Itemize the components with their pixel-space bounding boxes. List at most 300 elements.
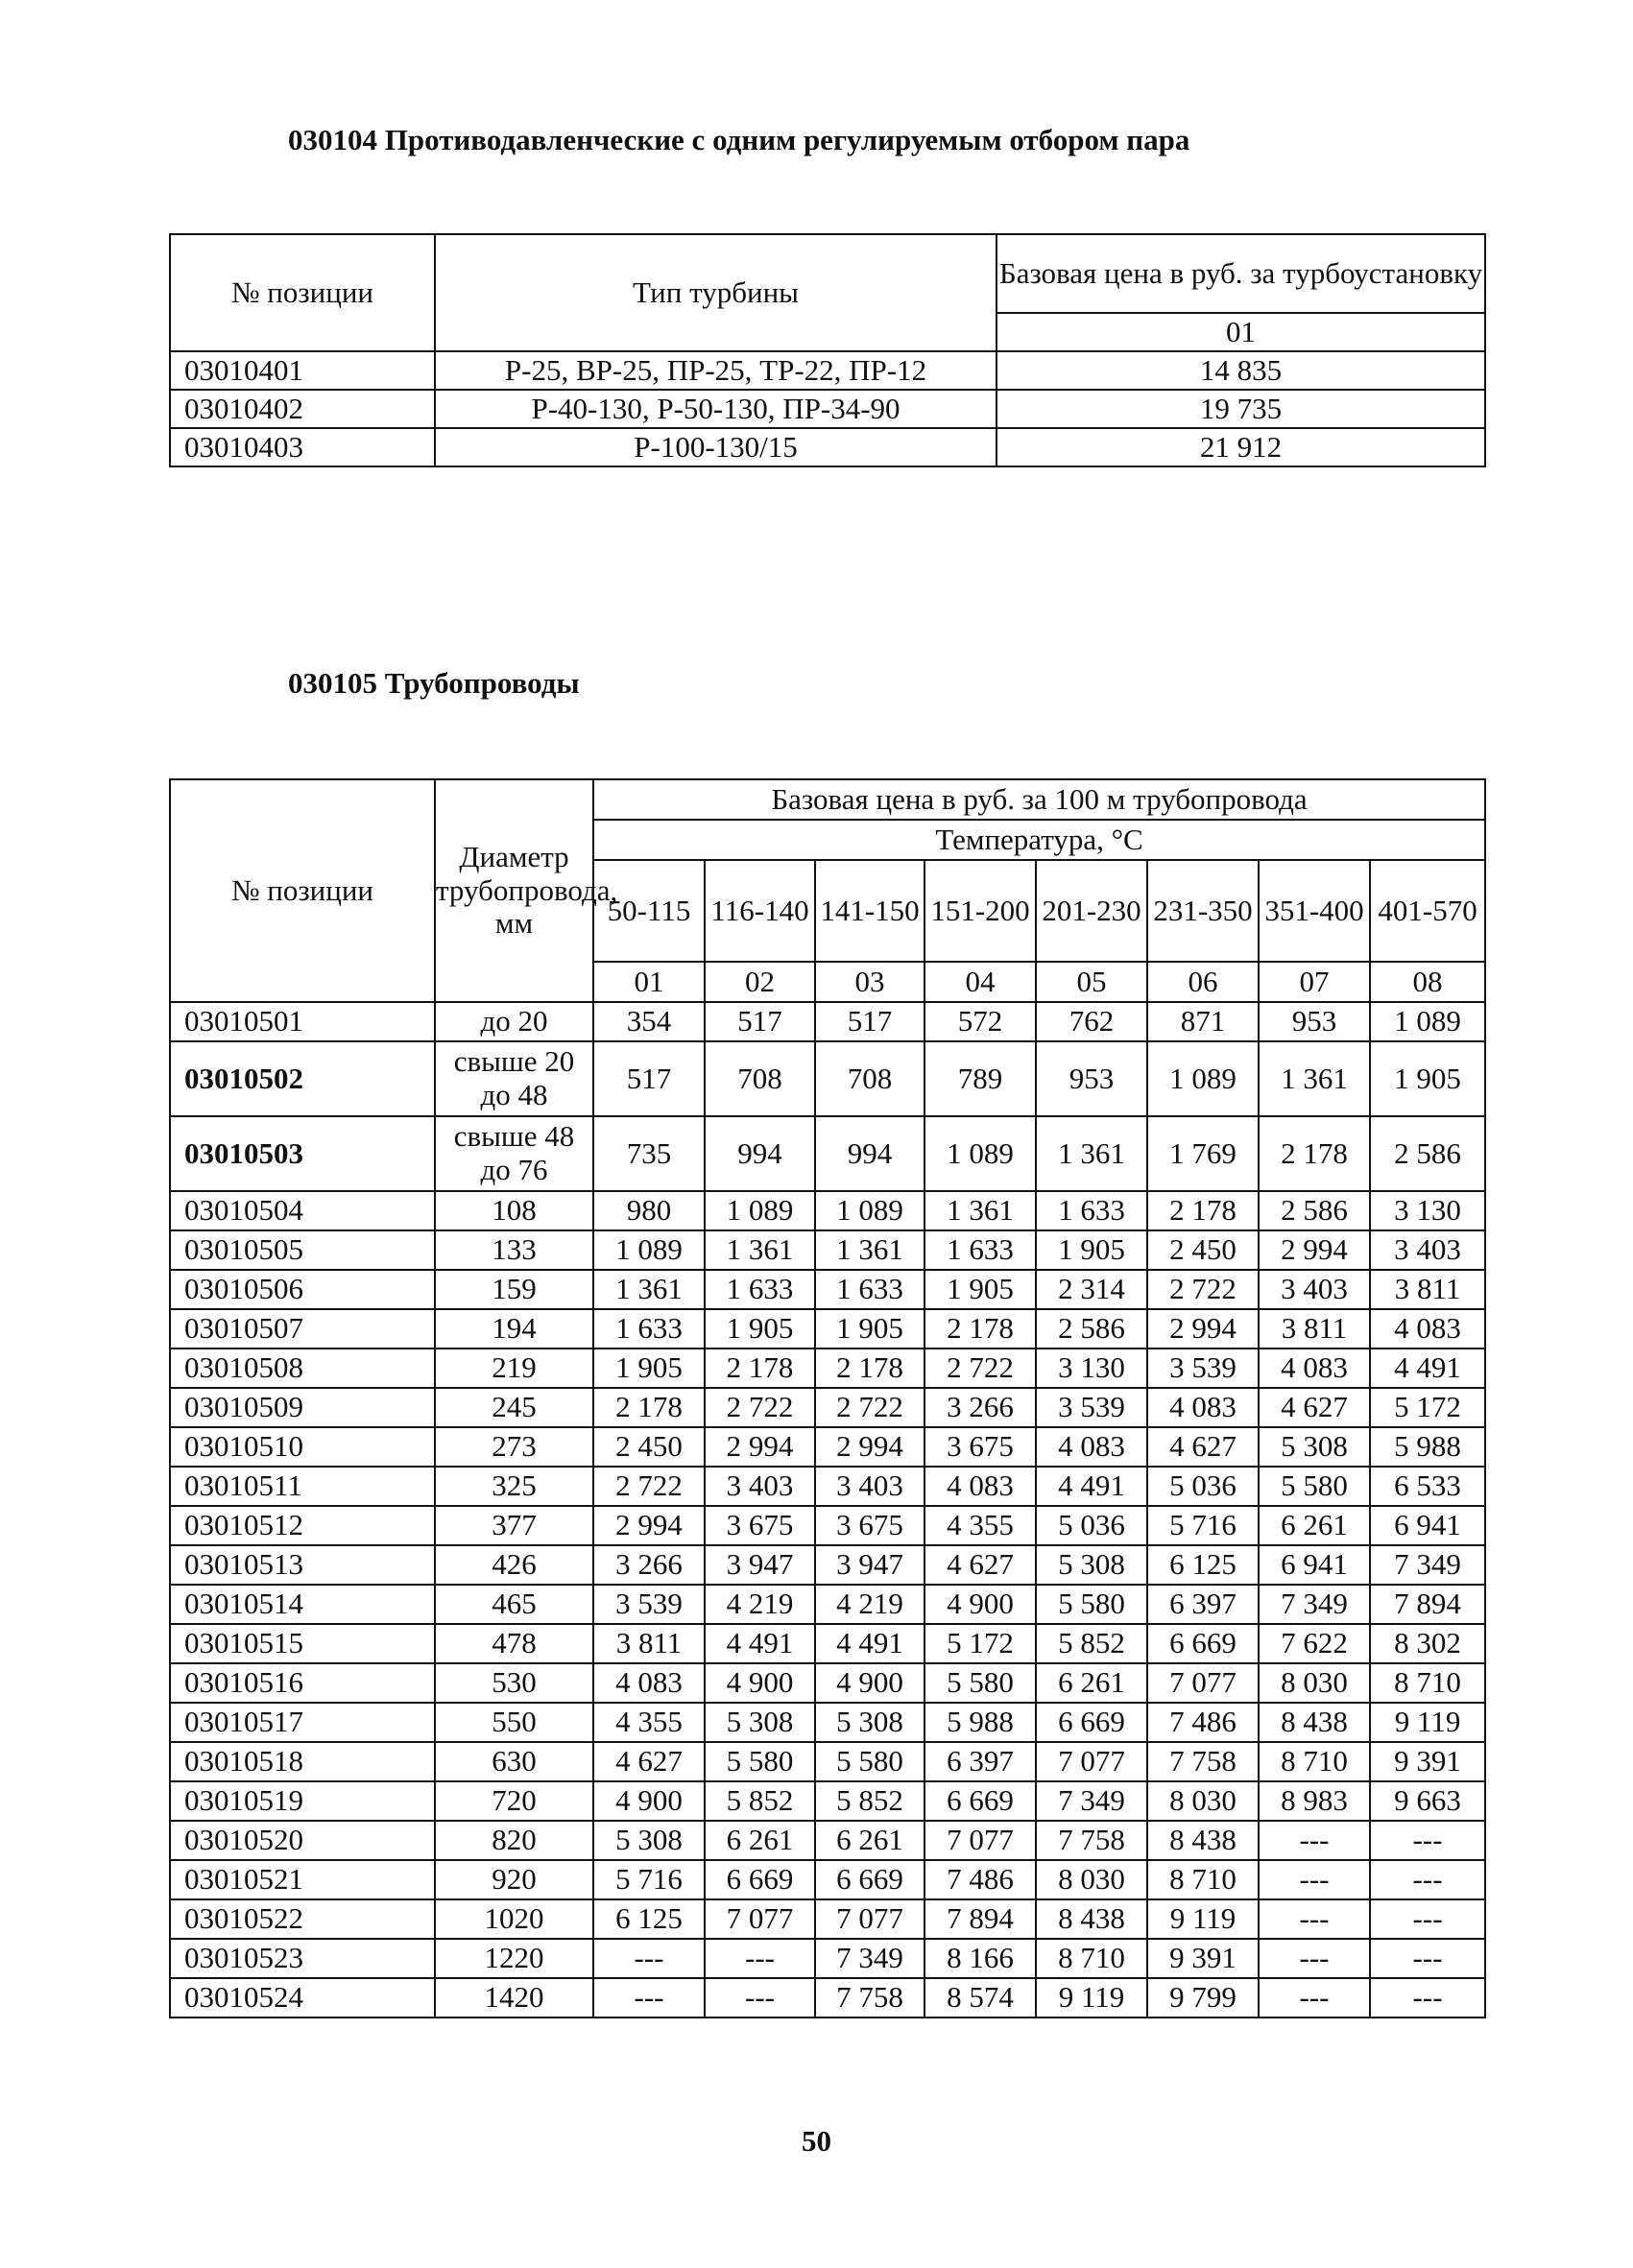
price-cell: 4 083: [925, 1467, 1036, 1506]
price-cell: 4 900: [925, 1585, 1036, 1624]
price-cell: 2 722: [815, 1388, 925, 1427]
diameter-cell: 133: [435, 1230, 593, 1270]
position-cell: 03010510: [170, 1427, 435, 1467]
price-cell: 5 172: [925, 1624, 1036, 1663]
price-cell: 9 119: [1147, 1899, 1259, 1939]
page-number: 50: [802, 2124, 831, 2158]
diameter-cell: 159: [435, 1270, 593, 1309]
price-cell: 4 491: [705, 1624, 815, 1663]
price-cell: 3 675: [705, 1506, 815, 1545]
price-cell: ---: [593, 1939, 705, 1978]
position-cell: 03010508: [170, 1349, 435, 1388]
price-cell: 5 716: [593, 1860, 705, 1899]
position-cell: 03010403: [170, 428, 435, 466]
position-cell: 03010401: [170, 351, 435, 390]
diameter-cell: 1220: [435, 1939, 593, 1978]
price-cell: 517: [593, 1041, 705, 1116]
price-cell: 6 669: [925, 1781, 1036, 1821]
position-cell: 03010523: [170, 1939, 435, 1978]
header-turbine-type: Тип турбины: [435, 234, 997, 351]
price-cell: 9 119: [1036, 1978, 1147, 2017]
price-cell: 7 077: [815, 1899, 925, 1939]
price-cell: 7 077: [1147, 1663, 1259, 1703]
price-cell: 3 266: [593, 1545, 705, 1585]
price-cell: 735: [593, 1116, 705, 1191]
price-cell: 3 403: [1370, 1230, 1485, 1270]
price-cell: 354: [593, 1002, 705, 1041]
diameter-cell: 920: [435, 1860, 593, 1899]
diameter-cell: 530: [435, 1663, 593, 1703]
price-cell: 8 030: [1036, 1860, 1147, 1899]
price-cell: 6 125: [1147, 1545, 1259, 1585]
table-row: [170, 1585, 1485, 1624]
price-cell: 2 994: [1147, 1309, 1259, 1349]
price-cell: ---: [1370, 1939, 1485, 1978]
table-row: [170, 1821, 1485, 1860]
price-cell: 3 403: [1259, 1270, 1370, 1309]
position-cell: 03010505: [170, 1230, 435, 1270]
header-price: Базовая цена в руб. за турбоустановку: [997, 234, 1485, 313]
price-cell: 8 166: [925, 1939, 1036, 1978]
price-cell: 871: [1147, 1002, 1259, 1041]
price-cell: 5 580: [1036, 1585, 1147, 1624]
temperature-range-header: 50-115: [593, 860, 705, 962]
table-row: [170, 1467, 1485, 1506]
table-row: [170, 1041, 1485, 1116]
price-cell: 2 586: [1036, 1309, 1147, 1349]
price-cell: 6 125: [593, 1899, 705, 1939]
temperature-range-header: 231-350: [1147, 860, 1259, 962]
price-cell: 7 349: [1259, 1585, 1370, 1624]
price-cell: 8 030: [1147, 1781, 1259, 1821]
position-cell: 03010503: [170, 1116, 435, 1191]
price-cell: 21 912: [997, 428, 1485, 466]
price-cell: 2 314: [1036, 1270, 1147, 1309]
price-cell: 7 349: [1370, 1545, 1485, 1585]
temperature-range-header: 401-570: [1370, 860, 1485, 962]
price-cell: 1 361: [593, 1270, 705, 1309]
price-cell: 4 219: [705, 1585, 815, 1624]
price-cell: 5 580: [815, 1742, 925, 1781]
column-code-header: 04: [925, 962, 1036, 1002]
diameter-cell: до 20: [435, 1002, 593, 1041]
price-cell: 8 983: [1259, 1781, 1370, 1821]
price-cell: 789: [925, 1041, 1036, 1116]
temperature-range-header: 151-200: [925, 860, 1036, 962]
price-cell: 4 627: [593, 1742, 705, 1781]
diameter-cell: 630: [435, 1742, 593, 1781]
price-cell: 3 539: [1036, 1388, 1147, 1427]
price-cell: 7 077: [925, 1821, 1036, 1860]
price-cell: 953: [1036, 1041, 1147, 1116]
price-cell: ---: [705, 1939, 815, 1978]
diameter-cell: 426: [435, 1545, 593, 1585]
position-cell: 03010521: [170, 1860, 435, 1899]
price-cell: 3 675: [815, 1506, 925, 1545]
price-cell: 1 361: [925, 1191, 1036, 1230]
price-cell: 7 349: [1036, 1781, 1147, 1821]
price-cell: 1 089: [593, 1230, 705, 1270]
price-cell: 6 397: [1147, 1585, 1259, 1624]
price-cell: 4 627: [1147, 1427, 1259, 1467]
price-cell: 7 758: [1036, 1821, 1147, 1860]
price-cell: 6 261: [815, 1821, 925, 1860]
price-cell: 3 811: [1259, 1309, 1370, 1349]
price-cell: 8 438: [1259, 1703, 1370, 1742]
position-cell: 03010514: [170, 1585, 435, 1624]
price-cell: 6 669: [1036, 1703, 1147, 1742]
position-cell: 03010517: [170, 1703, 435, 1742]
table-row: [170, 1116, 1485, 1191]
temperature-range-header: 116-140: [705, 860, 815, 962]
table-row: [170, 1349, 1485, 1388]
price-cell: 2 178: [705, 1349, 815, 1388]
price-cell: 5 580: [705, 1742, 815, 1781]
price-cell: 5 852: [1036, 1624, 1147, 1663]
price-cell: 517: [705, 1002, 815, 1041]
price-cell: 5 852: [815, 1781, 925, 1821]
position-cell: 03010520: [170, 1821, 435, 1860]
price-cell: 2 586: [1259, 1191, 1370, 1230]
price-cell: 2 994: [705, 1427, 815, 1467]
price-cell: 1 089: [1370, 1002, 1485, 1041]
price-cell: 1 633: [925, 1230, 1036, 1270]
column-code-header: 07: [1259, 962, 1370, 1002]
price-cell: 8 302: [1370, 1624, 1485, 1663]
diameter-cell: свыше 20 до 48: [435, 1041, 593, 1116]
price-cell: 2 450: [593, 1427, 705, 1467]
price-cell: ---: [1259, 1899, 1370, 1939]
table-row: [170, 1427, 1485, 1467]
price-cell: 1 361: [705, 1230, 815, 1270]
position-cell: 03010402: [170, 390, 435, 428]
price-cell: ---: [705, 1978, 815, 2017]
price-cell: ---: [1370, 1978, 1485, 2017]
price-cell: 8 710: [1370, 1663, 1485, 1703]
price-cell: 1 633: [705, 1270, 815, 1309]
price-cell: 8 030: [1259, 1663, 1370, 1703]
section1-title: 030104 Противодавленческие с одним регулируемым отбором пара: [288, 123, 1190, 156]
column-code-header: 02: [705, 962, 815, 1002]
position-cell: 03010513: [170, 1545, 435, 1585]
price-cell: 1 089: [1147, 1041, 1259, 1116]
price-cell: 1 905: [815, 1309, 925, 1349]
price-cell: 6 669: [1147, 1624, 1259, 1663]
price-cell: 1 089: [815, 1191, 925, 1230]
price-cell: 7 758: [1147, 1742, 1259, 1781]
price-cell: 953: [1259, 1002, 1370, 1041]
price-cell: 19 735: [997, 390, 1485, 428]
price-cell: 4 355: [593, 1703, 705, 1742]
table-row: [170, 1703, 1485, 1742]
price-cell: 2 994: [1259, 1230, 1370, 1270]
price-cell: 4 491: [1036, 1467, 1147, 1506]
price-cell: 8 710: [1147, 1860, 1259, 1899]
header-temperature: Температура, °С: [593, 820, 1485, 860]
position-cell: 03010524: [170, 1978, 435, 2017]
position-cell: 03010519: [170, 1781, 435, 1821]
price-cell: 3 947: [815, 1545, 925, 1585]
position-cell: 03010515: [170, 1624, 435, 1663]
price-cell: 2 178: [925, 1309, 1036, 1349]
price-cell: 4 900: [705, 1663, 815, 1703]
price-cell: 980: [593, 1191, 705, 1230]
price-cell: 6 669: [815, 1860, 925, 1899]
pipeline-price-table: [169, 778, 1486, 2018]
price-cell: 6 669: [705, 1860, 815, 1899]
price-cell: 1 633: [593, 1309, 705, 1349]
price-cell: 1 633: [1036, 1191, 1147, 1230]
position-cell: 03010501: [170, 1002, 435, 1041]
price-cell: 9 663: [1370, 1781, 1485, 1821]
diameter-cell: 325: [435, 1467, 593, 1506]
diameter-cell: 108: [435, 1191, 593, 1230]
price-cell: 1 905: [1370, 1041, 1485, 1116]
header-price: Базовая цена в руб. за 100 м трубопровода: [593, 779, 1485, 820]
table-row: [170, 1309, 1485, 1349]
price-cell: 5 308: [815, 1703, 925, 1742]
table-row: [170, 1191, 1485, 1230]
price-cell: 4 627: [1259, 1388, 1370, 1427]
price-cell: 8 710: [1259, 1742, 1370, 1781]
price-cell: 994: [815, 1116, 925, 1191]
price-cell: 994: [705, 1116, 815, 1191]
price-cell: 2 722: [925, 1349, 1036, 1388]
table-row: [170, 1781, 1485, 1821]
column-code-header: 05: [1036, 962, 1147, 1002]
temperature-range-header: 141-150: [815, 860, 925, 962]
price-cell: 4 491: [815, 1624, 925, 1663]
table-row: [170, 1545, 1485, 1585]
diameter-cell: 465: [435, 1585, 593, 1624]
table-row: [170, 1388, 1485, 1427]
header-position: № позиции: [170, 779, 435, 1002]
table-row: [170, 1939, 1485, 1978]
price-cell: 7 758: [815, 1978, 925, 2017]
price-cell: ---: [593, 1978, 705, 2017]
price-cell: 4 219: [815, 1585, 925, 1624]
price-cell: 3 130: [1370, 1191, 1485, 1230]
price-cell: 572: [925, 1002, 1036, 1041]
turbine-type-cell: Р-40-130, Р-50-130, ПР-34-90: [435, 390, 997, 428]
price-cell: 6 261: [1259, 1506, 1370, 1545]
diameter-cell: свыше 48 до 76: [435, 1116, 593, 1191]
price-cell: ---: [1259, 1860, 1370, 1899]
price-cell: 3 266: [925, 1388, 1036, 1427]
price-cell: 4 355: [925, 1506, 1036, 1545]
price-cell: 7 349: [815, 1939, 925, 1978]
table-row: [170, 428, 1485, 466]
price-cell: 2 994: [815, 1427, 925, 1467]
price-cell: 5 172: [1370, 1388, 1485, 1427]
price-cell: 3 403: [705, 1467, 815, 1506]
price-cell: 2 722: [705, 1388, 815, 1427]
price-cell: 5 988: [925, 1703, 1036, 1742]
table-row: [170, 1742, 1485, 1781]
table-row: [170, 1230, 1485, 1270]
diameter-cell: 478: [435, 1624, 593, 1663]
price-cell: 7 894: [925, 1899, 1036, 1939]
turbine-price-table: [169, 233, 1486, 467]
diameter-cell: 273: [435, 1427, 593, 1467]
price-cell: ---: [1370, 1821, 1485, 1860]
price-cell: 9 391: [1147, 1939, 1259, 1978]
price-cell: 1 905: [925, 1270, 1036, 1309]
price-cell: 3 811: [1370, 1270, 1485, 1309]
price-cell: 3 539: [1147, 1349, 1259, 1388]
position-cell: 03010506: [170, 1270, 435, 1309]
price-cell: 2 178: [815, 1349, 925, 1388]
position-cell: 03010504: [170, 1191, 435, 1230]
price-cell: 1 361: [1259, 1041, 1370, 1116]
price-cell: 4 491: [1370, 1349, 1485, 1388]
table-row: [170, 351, 1485, 390]
price-cell: 5 308: [1036, 1545, 1147, 1585]
price-cell: 5 580: [925, 1663, 1036, 1703]
price-cell: 1 089: [705, 1191, 815, 1230]
price-cell: 3 403: [815, 1467, 925, 1506]
position-cell: 03010502: [170, 1041, 435, 1116]
price-cell: 4 900: [815, 1663, 925, 1703]
price-cell: 6 397: [925, 1742, 1036, 1781]
header-diameter: Диаметр трубопровода, мм: [435, 779, 593, 1002]
price-cell: 2 178: [593, 1388, 705, 1427]
diameter-cell: 1420: [435, 1978, 593, 2017]
table-row: [170, 390, 1485, 428]
diameter-cell: 377: [435, 1506, 593, 1545]
price-cell: 6 941: [1259, 1545, 1370, 1585]
price-cell: 708: [815, 1041, 925, 1116]
diameter-cell: 720: [435, 1781, 593, 1821]
price-cell: 4 627: [925, 1545, 1036, 1585]
position-cell: 03010512: [170, 1506, 435, 1545]
price-cell: 5 716: [1147, 1506, 1259, 1545]
header-position: № позиции: [170, 234, 435, 351]
price-cell: 1 361: [815, 1230, 925, 1270]
price-cell: 5 308: [1259, 1427, 1370, 1467]
price-cell: 3 130: [1036, 1349, 1147, 1388]
price-cell: 5 308: [705, 1703, 815, 1742]
turbine-type-cell: Р-25, ВР-25, ПР-25, ТР-22, ПР-12: [435, 351, 997, 390]
table-row: [170, 1663, 1485, 1703]
position-cell: 03010522: [170, 1899, 435, 1939]
price-cell: 7 894: [1370, 1585, 1485, 1624]
diameter-cell: 550: [435, 1703, 593, 1742]
price-cell: 9 119: [1370, 1703, 1485, 1742]
price-cell: 8 438: [1147, 1821, 1259, 1860]
price-cell: 6 941: [1370, 1506, 1485, 1545]
diameter-cell: 820: [435, 1821, 593, 1860]
price-cell: 2 722: [1147, 1270, 1259, 1309]
price-cell: 9 799: [1147, 1978, 1259, 2017]
price-cell: ---: [1370, 1899, 1485, 1939]
price-cell: 5 036: [1147, 1467, 1259, 1506]
price-cell: 7 077: [1036, 1742, 1147, 1781]
price-cell: 14 835: [997, 351, 1485, 390]
price-cell: ---: [1259, 1821, 1370, 1860]
price-cell: 5 988: [1370, 1427, 1485, 1467]
price-cell: 9 391: [1370, 1742, 1485, 1781]
price-cell: 708: [705, 1041, 815, 1116]
table-row: [170, 1506, 1485, 1545]
diameter-cell: 245: [435, 1388, 593, 1427]
table-row: [170, 1978, 1485, 2017]
price-cell: 8 710: [1036, 1939, 1147, 1978]
price-cell: 4 083: [1259, 1349, 1370, 1388]
table-row: [170, 1002, 1485, 1041]
column-code-header: 08: [1370, 962, 1485, 1002]
price-cell: 8 574: [925, 1978, 1036, 2017]
diameter-cell: 219: [435, 1349, 593, 1388]
price-cell: 5 036: [1036, 1506, 1147, 1545]
price-cell: ---: [1370, 1860, 1485, 1899]
price-cell: 1 361: [1036, 1116, 1147, 1191]
price-cell: 762: [1036, 1002, 1147, 1041]
position-cell: 03010507: [170, 1309, 435, 1349]
position-cell: 03010511: [170, 1467, 435, 1506]
price-cell: 6 261: [1036, 1663, 1147, 1703]
turbine-type-cell: Р-100-130/15: [435, 428, 997, 466]
price-cell: 1 769: [1147, 1116, 1259, 1191]
position-cell: 03010516: [170, 1663, 435, 1703]
table-row: [170, 1899, 1485, 1939]
price-cell: 4 083: [593, 1663, 705, 1703]
price-cell: 1 905: [1036, 1230, 1147, 1270]
price-cell: ---: [1259, 1978, 1370, 2017]
price-cell: 6 533: [1370, 1467, 1485, 1506]
price-cell: 7 486: [1147, 1703, 1259, 1742]
table-row: [170, 1270, 1485, 1309]
price-cell: 6 261: [705, 1821, 815, 1860]
price-cell: 7 077: [705, 1899, 815, 1939]
price-cell: 517: [815, 1002, 925, 1041]
column-code-header: 01: [593, 962, 705, 1002]
price-cell: 1 633: [815, 1270, 925, 1309]
price-cell: 3 947: [705, 1545, 815, 1585]
column-code-header: 03: [815, 962, 925, 1002]
price-cell: 3 811: [593, 1624, 705, 1663]
position-cell: 03010518: [170, 1742, 435, 1781]
price-cell: ---: [1259, 1939, 1370, 1978]
section2-title: 030105 Трубопроводы: [288, 666, 580, 700]
temperature-range-header: 201-230: [1036, 860, 1147, 962]
position-cell: 03010509: [170, 1388, 435, 1427]
table-row: [170, 1860, 1485, 1899]
price-cell: 2 722: [593, 1467, 705, 1506]
price-cell: 5 580: [1259, 1467, 1370, 1506]
price-cell: 2 178: [1147, 1191, 1259, 1230]
price-cell: 2 178: [1259, 1116, 1370, 1191]
price-cell: 7 622: [1259, 1624, 1370, 1663]
price-cell: 7 486: [925, 1860, 1036, 1899]
price-cell: 2 994: [593, 1506, 705, 1545]
column-code-header: 06: [1147, 962, 1259, 1002]
temperature-range-header: 351-400: [1259, 860, 1370, 962]
price-cell: 1 905: [705, 1309, 815, 1349]
price-cell: 8 438: [1036, 1899, 1147, 1939]
diameter-cell: 1020: [435, 1899, 593, 1939]
price-cell: 4 083: [1147, 1388, 1259, 1427]
price-cell: 5 852: [705, 1781, 815, 1821]
price-cell: 5 308: [593, 1821, 705, 1860]
price-cell: 4 083: [1036, 1427, 1147, 1467]
table-row: [170, 1624, 1485, 1663]
price-cell: 3 675: [925, 1427, 1036, 1467]
price-cell: 1 905: [593, 1349, 705, 1388]
diameter-cell: 194: [435, 1309, 593, 1349]
price-cell: 2 586: [1370, 1116, 1485, 1191]
price-cell: 2 450: [1147, 1230, 1259, 1270]
